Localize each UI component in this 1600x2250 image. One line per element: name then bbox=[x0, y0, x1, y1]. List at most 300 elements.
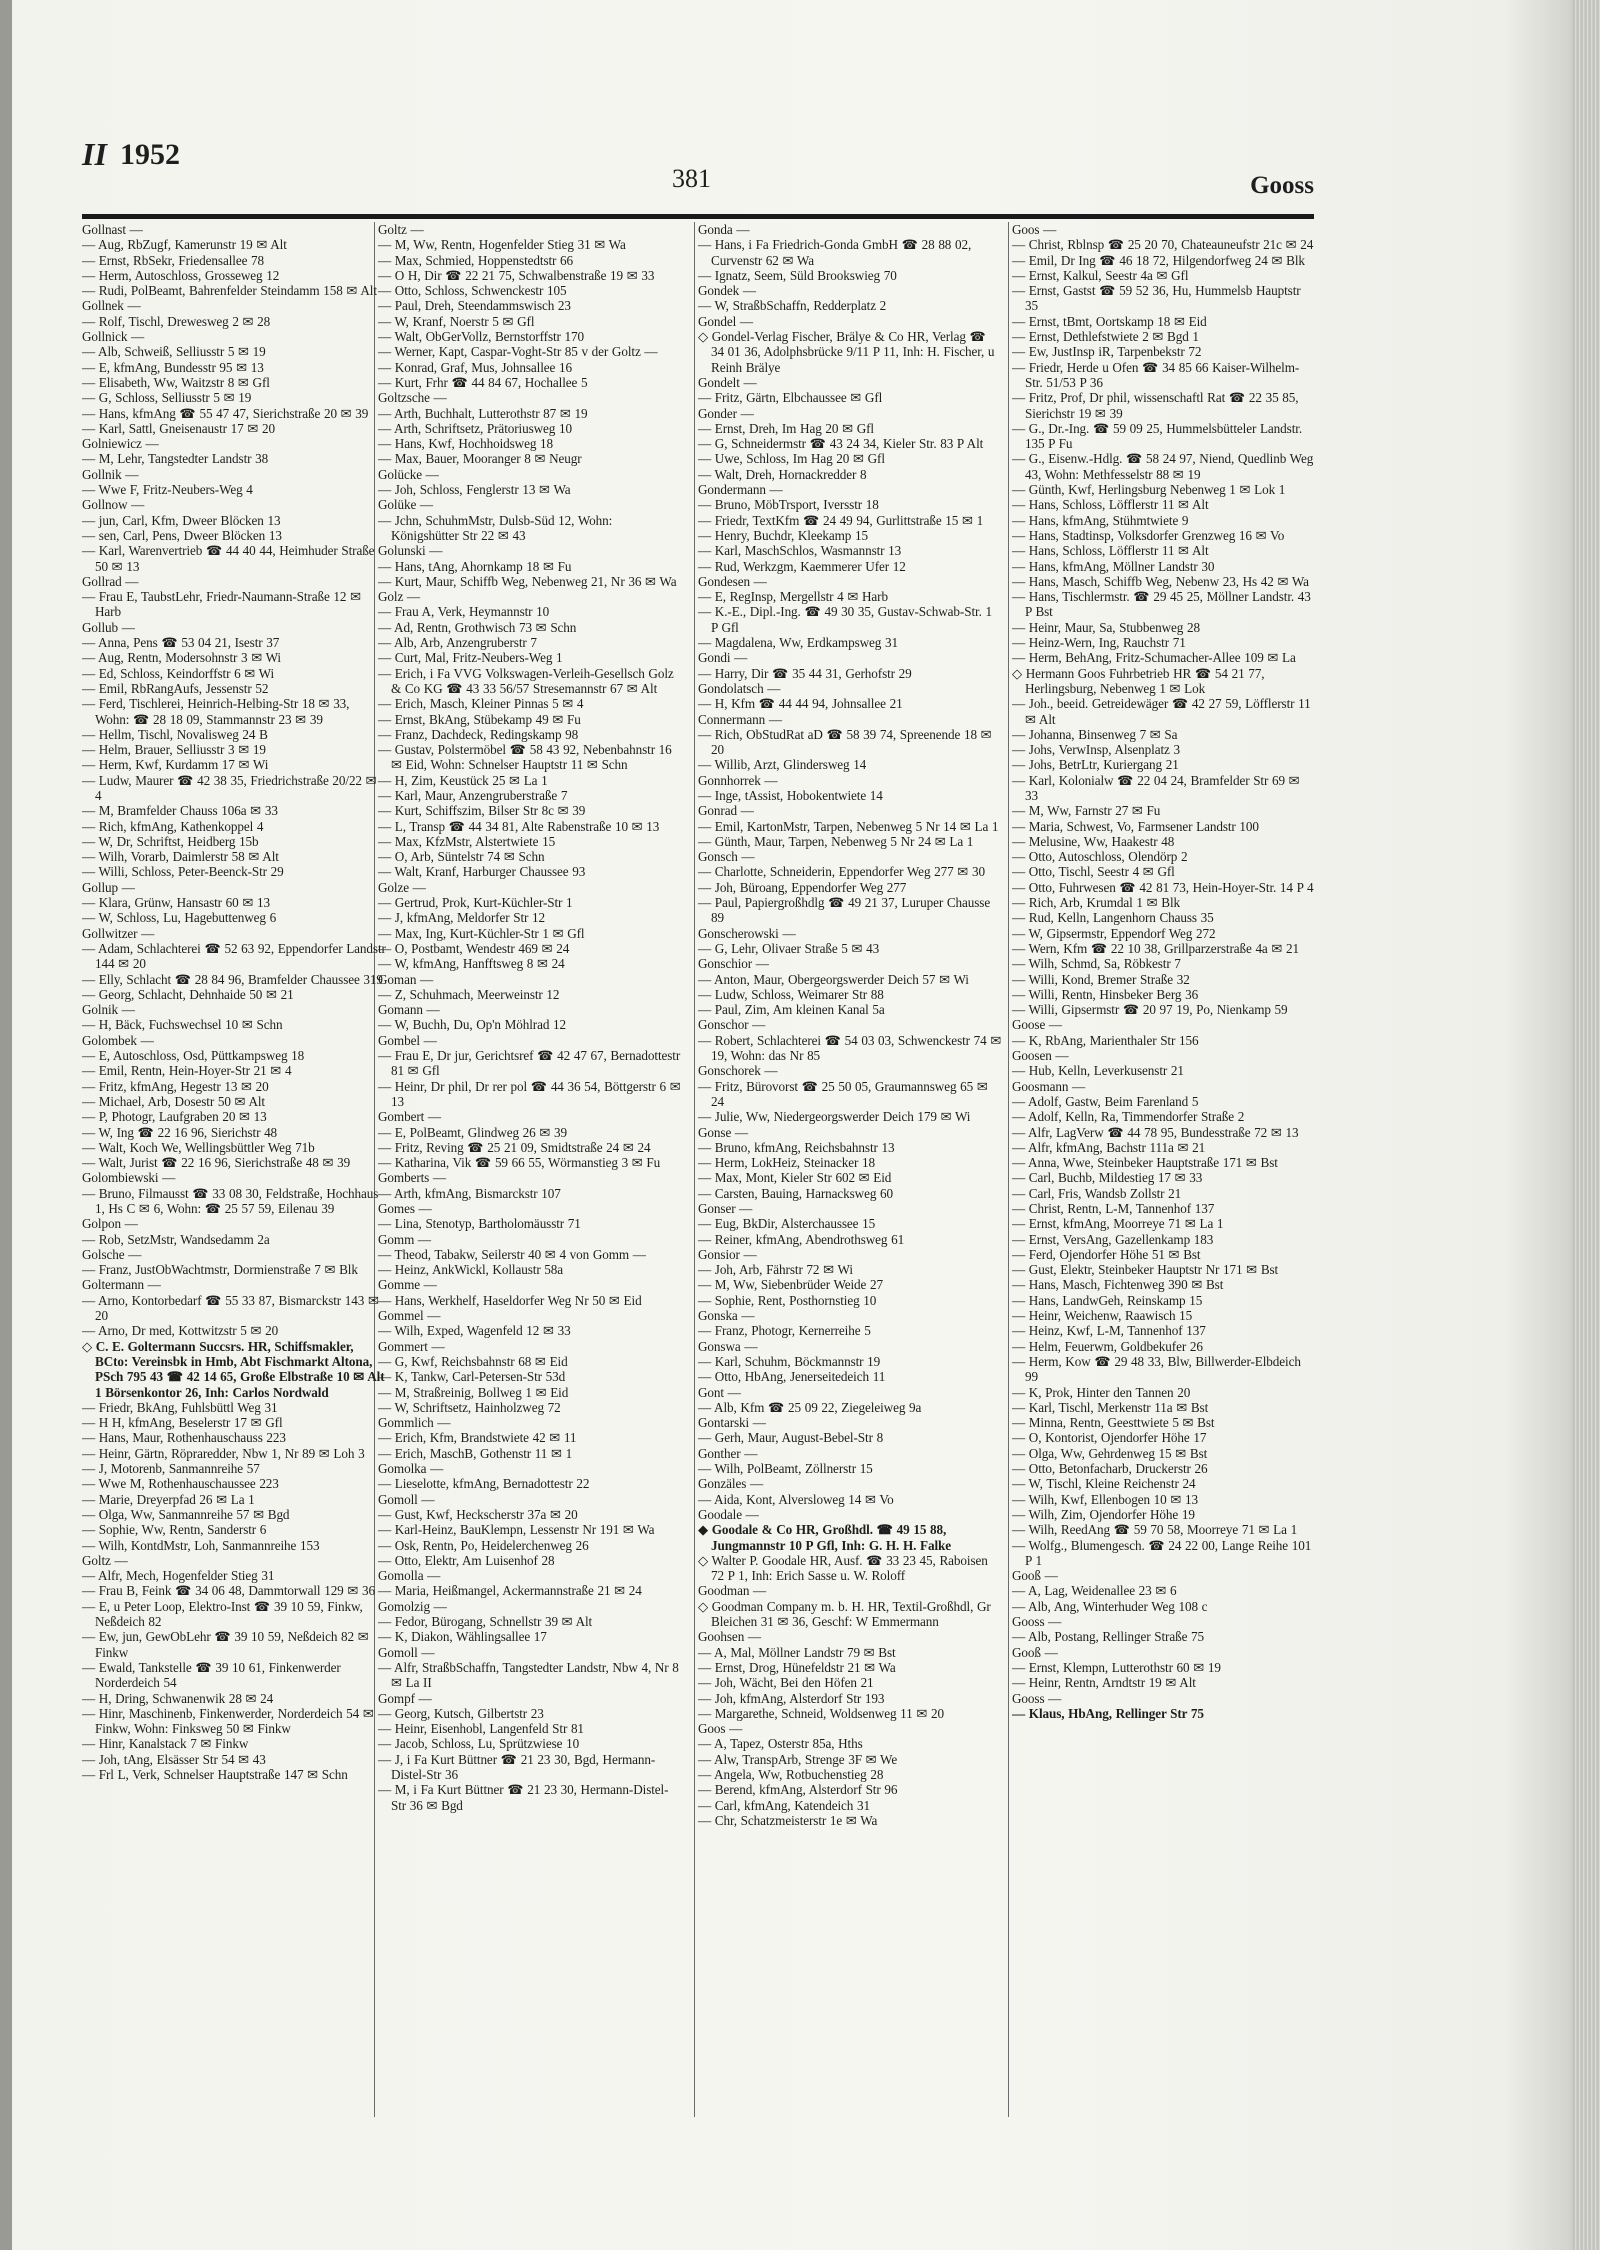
directory-entry: — Elisabeth, Ww, Waitzstr 8 ✉ Gfl bbox=[82, 374, 270, 390]
directory-entry: — Rolf, Tischl, Drewesweg 2 ✉ 28 bbox=[82, 313, 271, 329]
directory-entry: — M, Bramfelder Chauss 106a ✉ 33 bbox=[82, 803, 278, 819]
directory-entry: — Heinz, AnkWickl, Kollaustr 58a bbox=[378, 1262, 564, 1278]
directory-entry: Gooss — bbox=[1012, 1690, 1062, 1706]
directory-entry: — Willi, Gipsermstr ☎ 20 97 19, Po, Nienkamp 59 bbox=[1012, 1002, 1288, 1018]
directory-entry: — J, Motorenb, Sanmannreihe 57 bbox=[82, 1461, 260, 1477]
directory-entry: Gollup — bbox=[82, 879, 135, 895]
directory-entry: — Karl, Sattl, Gneisenaustr 17 ✉ 20 bbox=[82, 420, 275, 436]
directory-entry: — W, Kranf, Noerstr 5 ✉ Gfl bbox=[378, 313, 535, 329]
directory-entry: — A, Tapez, Osterstr 85a, Hths bbox=[698, 1736, 863, 1752]
directory-entry: — Max, Bauer, Mooranger 8 ✉ Neugr bbox=[378, 451, 582, 467]
directory-entry: Goohsen — bbox=[698, 1629, 761, 1645]
directory-entry: — Emil, Dr Ing ☎ 46 18 72, Hilgendorfweg 24 ✉ Blk bbox=[1012, 252, 1305, 268]
directory-entry: — Werner, Kapt, Caspar-Voght-Str 85 v der Goltz — bbox=[378, 344, 658, 360]
directory-column-2 bbox=[378, 222, 682, 1813]
directory-entry: — Marie, Dreyerpfad 26 ✉ La 1 bbox=[82, 1491, 255, 1507]
directory-entry: — H, Kfm ☎ 44 44 94, Johnsallee 21 bbox=[698, 696, 903, 712]
running-head: Gooss bbox=[1250, 172, 1314, 199]
directory-entry: — E, RegInsp, Mergellstr 4 ✉ Harb bbox=[698, 589, 888, 605]
directory-entry: — Paul, Zim, Am kleinen Kanal 5a bbox=[698, 1002, 885, 1018]
directory-entry: Gonschor — bbox=[698, 1017, 766, 1033]
directory-entry: — Melusine, Ww, Haakestr 48 bbox=[1012, 833, 1175, 849]
directory-entry: — Joh, Büroang, Eppendorfer Weg 277 bbox=[698, 879, 907, 895]
directory-entry: Gollnek — bbox=[82, 298, 141, 314]
directory-entry: — Erich, Masch, Kleiner Pinnas 5 ✉ 4 bbox=[378, 696, 584, 712]
directory-entry: Goose — bbox=[1012, 1017, 1062, 1033]
directory-entry: — J, i Fa Kurt Büttner ☎ 21 23 30, Bgd, Hermann-Distel-Str 36 bbox=[378, 1751, 656, 1782]
directory-entry: Golpon — bbox=[82, 1216, 138, 1232]
directory-entry: — Erich, i Fa VVG Volkswagen-Verleih-Gesellsch Golz & Co KG ☎ 43 33 56/57 Stresemannstr 67 ✉ Alt bbox=[378, 665, 674, 696]
directory-entry: Gonsch — bbox=[698, 849, 755, 865]
directory-entry: — Michael, Arb, Dosestr 50 ✉ Alt bbox=[82, 1093, 266, 1109]
directory-entry: — Maria, Schwest, Vo, Farmsener Landstr 100 bbox=[1012, 818, 1259, 834]
directory-entry: — Maria, Heißmangel, Ackermannstraße 21 ✉ 24 bbox=[378, 1583, 642, 1599]
directory-entry: — Willib, Arzt, Glindersweg 14 bbox=[698, 757, 867, 773]
directory-entry: — Alb, Schweiß, Selliusstr 5 ✉ 19 bbox=[82, 344, 266, 360]
directory-entry: — O, Postbamt, Wendestr 469 ✉ 24 bbox=[378, 940, 570, 956]
directory-entry: — K, RbAng, Marienthaler Str 156 bbox=[1012, 1032, 1199, 1048]
directory-entry: — Otto, Betonfacharb, Druckerstr 26 bbox=[1012, 1461, 1208, 1477]
directory-entry: — Helm, Brauer, Selliusstr 3 ✉ 19 bbox=[82, 742, 266, 758]
directory-entry: — W, kfmAng, Hanfftsweg 8 ✉ 24 bbox=[378, 956, 565, 972]
directory-entry: — Bruno, MöbTrsport, Iversstr 18 bbox=[698, 497, 879, 513]
directory-entry: — Wilh, PolBeamt, Zöllnerstr 15 bbox=[698, 1461, 873, 1477]
directory-entry: — Gust, Elektr, Steinbeker Hauptstr Nr 171 ✉ Bst bbox=[1012, 1262, 1279, 1278]
directory-entry: Gonder — bbox=[698, 405, 754, 421]
directory-entry: Golücke — bbox=[378, 466, 439, 482]
directory-entry: — Heinz-Wern, Ing, Rauchstr 71 bbox=[1012, 635, 1186, 651]
directory-entry: — G., Dr.-Ing. ☎ 59 09 25, Hummelsbütteler Landstr. 135 P Fu bbox=[1012, 420, 1303, 452]
directory-entry: Goltz — bbox=[82, 1552, 128, 1568]
directory-entry: Gondermann — bbox=[698, 482, 783, 498]
directory-entry: — Carl, Fris, Wandsb Zollstr 21 bbox=[1012, 1185, 1182, 1201]
directory-entry: — Joh, tAng, Elsässer Str 54 ✉ 43 bbox=[82, 1751, 266, 1767]
directory-entry: Gonska — bbox=[698, 1308, 755, 1324]
directory-entry: — Otto, Elektr, Am Luisenhof 28 bbox=[378, 1552, 555, 1568]
directory-entry: Golz — bbox=[378, 589, 421, 605]
directory-entry: — Aug, RbZugf, Kamerunstr 19 ✉ Alt bbox=[82, 237, 287, 253]
directory-entry: Golniewicz — bbox=[82, 436, 159, 452]
directory-entry: — Willi, Kond, Bremer Straße 32 bbox=[1012, 971, 1190, 987]
directory-entry: — Otto, Fuhrwesen ☎ 42 81 73, Hein-Hoyer-Str. 14 P 4 bbox=[1012, 879, 1314, 895]
directory-entry: — Ed, Schloss, Keindorffstr 6 ✉ Wi bbox=[82, 665, 275, 681]
directory-entry: — A, Mal, Möllner Landstr 79 ✉ Bst bbox=[698, 1644, 896, 1660]
directory-entry: Gondolatsch — bbox=[698, 680, 781, 696]
directory-entry: — Hans, Schloss, Löfflerstr 11 ✉ Alt bbox=[1012, 543, 1209, 559]
directory-entry: — Wilh, ReedAng ☎ 59 70 58, Moorreye 71 ✉ La 1 bbox=[1012, 1522, 1298, 1538]
directory-entry: — Ew, JustInsp iR, Tarpenbekstr 72 bbox=[1012, 344, 1202, 360]
directory-entry: — Kurt, Maur, Schiffb Weg, Nebenweg 21, Nr 36 ✉ Wa bbox=[378, 573, 677, 589]
directory-entry: — M, i Fa Kurt Büttner ☎ 21 23 30, Hermann-Distel-Str 36 ✉ Bgd bbox=[378, 1782, 669, 1813]
directory-entry: — Wilh, Exped, Wagenfeld 12 ✉ 33 bbox=[378, 1323, 571, 1339]
directory-entry: — Max, Ing, Kurt-Küchler-Str 1 ✉ Gfl bbox=[378, 925, 585, 941]
directory-entry: — E, Autoschloss, Osd, Püttkampsweg 18 bbox=[82, 1048, 305, 1064]
directory-entry: — Ew, jun, GewObLehr ☎ 39 10 59, Neßdeich 82 ✉ Finkw bbox=[82, 1629, 369, 1660]
directory-entry: — Ernst, RbSekr, Friedensallee 78 bbox=[82, 252, 265, 268]
directory-entry: — Ernst, Gastst ☎ 59 52 36, Hu, Hummelsb Hauptstr 35 bbox=[1012, 283, 1301, 314]
directory-entry: — Sophie, Rent, Posthornstieg 10 bbox=[698, 1292, 877, 1308]
directory-entry: Gondel — bbox=[698, 313, 754, 329]
directory-entry: — Harry, Dir ☎ 35 44 31, Gerhofstr 29 bbox=[698, 665, 912, 681]
directory-entry: — Adam, Schlachterei ☎ 52 63 92, Eppendorfer Landstr 144 ✉ 20 bbox=[82, 940, 386, 972]
directory-entry: — Olga, Ww, Sanmannreihe 57 ✉ Bgd bbox=[82, 1506, 290, 1522]
directory-entry: — H, Bäck, Fuchswechsel 10 ✉ Schn bbox=[82, 1017, 283, 1033]
directory-entry: — Hellm, Tischl, Novalisweg 24 B bbox=[82, 726, 268, 742]
directory-entry: Connermann — bbox=[698, 711, 782, 727]
directory-entry: — Carl, kfmAng, Katendeich 31 bbox=[698, 1797, 870, 1813]
directory-entry: Gondi — bbox=[698, 650, 748, 666]
directory-entry: — Klara, Grünw, Hansastr 60 ✉ 13 bbox=[82, 895, 270, 911]
directory-entry: — Ernst, VersAng, Gazellenkamp 183 bbox=[1012, 1231, 1214, 1247]
directory-entry: — Rud, Kelln, Langenhorn Chauss 35 bbox=[1012, 910, 1214, 926]
directory-entry: — Uwe, Schloss, Im Hag 20 ✉ Gfl bbox=[698, 451, 885, 467]
directory-entry: — E, PolBeamt, Glindweg 26 ✉ 39 bbox=[378, 1124, 567, 1140]
directory-entry: — Willi, Rentn, Hinsbeker Berg 36 bbox=[1012, 986, 1199, 1002]
directory-entry: Gollnik — bbox=[82, 466, 139, 482]
directory-entry: — Rich, Arb, Krumdal 1 ✉ Blk bbox=[1012, 895, 1181, 911]
directory-entry: — A, Lag, Weidenallee 23 ✉ 6 bbox=[1012, 1583, 1177, 1599]
directory-entry: — Johs, BetrLtr, Kuriergang 21 bbox=[1012, 757, 1179, 773]
directory-entry: — Herm, Autoschloss, Grosseweg 12 bbox=[82, 267, 280, 283]
directory-entry: — Joh, Schloss, Fenglerstr 13 ✉ Wa bbox=[378, 482, 571, 498]
directory-entry: — Hans, LandwGeh, Reinskamp 15 bbox=[1012, 1292, 1203, 1308]
directory-entry: — O H, Dir ☎ 22 21 75, Schwalbenstraße 19 ✉ 33 bbox=[378, 267, 655, 283]
directory-entry: — Arno, Kontorbedarf ☎ 55 33 87, Bismarckstr 143 ✉ 20 bbox=[82, 1292, 379, 1324]
directory-entry: — Gerh, Maur, August-Bebel-Str 8 bbox=[698, 1430, 884, 1446]
volume-number: II bbox=[82, 136, 107, 172]
directory-entry: — sen, Carl, Pens, Dweer Blöcken 13 bbox=[82, 527, 282, 543]
directory-entry: Goman — bbox=[378, 971, 434, 987]
directory-entry: Gollub — bbox=[82, 619, 135, 635]
directory-entry: — Hub, Kelln, Leverkusenstr 21 bbox=[1012, 1063, 1184, 1079]
directory-entry: — Angela, Ww, Rotbuchenstieg 28 bbox=[698, 1766, 884, 1782]
directory-entry: — Heinr, Rentn, Arndtstr 19 ✉ Alt bbox=[1012, 1675, 1196, 1691]
directory-entry: Golüke — bbox=[378, 497, 434, 513]
directory-entry: Gonschior — bbox=[698, 956, 769, 972]
directory-entry: — Wilh, Zim, Ojendorfer Höhe 19 bbox=[1012, 1506, 1195, 1522]
directory-entry: — Walt, Dreh, Hornackredder 8 bbox=[698, 466, 867, 482]
page-edge-stack bbox=[1572, 0, 1600, 2250]
directory-entry: — Arth, kfmAng, Bismarckstr 107 bbox=[378, 1185, 561, 1201]
directory-entry: ◆ Goodale & Co HR, Großhdl. ☎ 49 15 88, Jungmannstr 10 P Gfl, Inh: G. H. H. Falke bbox=[698, 1522, 951, 1553]
directory-entry: Gomberts — bbox=[378, 1170, 446, 1186]
page-header bbox=[82, 136, 1314, 202]
directory-entry: — Curt, Mal, Fritz-Neubers-Weg 1 bbox=[378, 650, 563, 666]
directory-entry: — Bruno, Filmausst ☎ 33 08 30, Feldstraße, Hochhaus 1, Hs C ✉ 6, Wohn: ☎ 25 57 59, Eilenau 39 bbox=[82, 1185, 379, 1216]
directory-entry: — W, Gipsermstr, Eppendorf Weg 272 bbox=[1012, 925, 1216, 941]
directory-entry: — Franz, JustObWachtmstr, Dormienstraße 7 ✉ Blk bbox=[82, 1262, 358, 1278]
directory-entry: — K.-E., Dipl.-Ing. ☎ 49 30 35, Gustav-Schwab-Str. 1 P Gfl bbox=[698, 604, 992, 635]
directory-entry: — Heinr, Dr phil, Dr rer pol ☎ 44 36 54, Böttgerstr 6 ✉ 13 bbox=[378, 1078, 681, 1109]
directory-entry: — Wern, Kfm ☎ 22 10 38, Grillparzerstraße 4a ✉ 21 bbox=[1012, 940, 1300, 956]
directory-entry: — M, Ww, Farnstr 27 ✉ Fu bbox=[1012, 803, 1161, 819]
directory-entry: — Erich, Kfm, Brandstwiete 42 ✉ 11 bbox=[378, 1430, 577, 1446]
directory-entry: — Otto, Schloss, Schwenckestr 105 bbox=[378, 283, 567, 299]
directory-entry: — Lieselotte, kfmAng, Bernadottestr 22 bbox=[378, 1476, 590, 1492]
directory-entry: — Minna, Rentn, Geesttwiete 5 ✉ Bst bbox=[1012, 1415, 1215, 1431]
directory-entry: — Carl, Buchb, Mildestieg 17 ✉ 33 bbox=[1012, 1170, 1203, 1186]
directory-entry: — Ernst, Klempn, Lutterothstr 60 ✉ 19 bbox=[1012, 1659, 1221, 1675]
directory-entry: Golunski — bbox=[378, 543, 443, 559]
directory-entry: — Alw, TranspArb, Strenge 3F ✉ We bbox=[698, 1751, 898, 1767]
directory-entry: — Franz, Photogr, Kernerreihe 5 bbox=[698, 1323, 871, 1339]
directory-entry: — Helm, Feuerwm, Goldbekufer 26 bbox=[1012, 1338, 1203, 1354]
directory-entry: — H, Dring, Schwanenwik 28 ✉ 24 bbox=[82, 1690, 274, 1706]
directory-entry: — Alfr, LagVerw ☎ 44 78 95, Bundesstraße 72 ✉ 13 bbox=[1012, 1124, 1299, 1140]
directory-entry: — Ernst, kfmAng, Moorreye 71 ✉ La 1 bbox=[1012, 1216, 1224, 1232]
directory-entry: — Hans, tAng, Ahornkamp 18 ✉ Fu bbox=[378, 558, 572, 574]
directory-entry: — Otto, Tischl, Seestr 4 ✉ Gfl bbox=[1012, 864, 1175, 880]
directory-column-3 bbox=[698, 222, 1002, 1828]
directory-entry: — Paul, Dreh, Steendammswisch 23 bbox=[378, 298, 571, 314]
column-rule bbox=[694, 222, 695, 2117]
directory-entry: — Hans, Schloss, Löfflerstr 11 ✉ Alt bbox=[1012, 497, 1209, 513]
directory-entry: — Fritz, Prof, Dr phil, wissenschaftl Rat ☎ 22 35 85, Sierichstr 19 ✉ 39 bbox=[1012, 390, 1299, 421]
directory-entry: — Emil, KartonMstr, Tarpen, Nebenweg 5 Nr 14 ✉ La 1 bbox=[698, 818, 999, 834]
directory-entry: — Aida, Kont, Alversloweg 14 ✉ Vo bbox=[698, 1491, 894, 1507]
directory-entry: — Alfr, kfmAng, Bachstr 111a ✉ 21 bbox=[1012, 1139, 1206, 1155]
directory-entry: — Aug, Rentn, Modersohnstr 3 ✉ Wi bbox=[82, 650, 281, 666]
directory-entry: Gomes — bbox=[378, 1201, 432, 1216]
directory-entry: — Gust, Kwf, Heckscherstr 37a ✉ 20 bbox=[378, 1506, 578, 1522]
directory-entry: — Ernst, BkAng, Stübekamp 49 ✉ Fu bbox=[378, 711, 581, 727]
directory-entry: — W, Schriftsetz, Hainholzweg 72 bbox=[378, 1399, 561, 1415]
directory-entry: — Chr, Schatzmeisterstr 1e ✉ Wa bbox=[698, 1812, 878, 1828]
directory-entry: Gont — bbox=[698, 1384, 741, 1400]
directory-entry: — Hans, kfmAng, Möllner Landstr 30 bbox=[1012, 558, 1215, 574]
directory-entry: — Günth, Kwf, Herlingsburg Nebenweg 1 ✉ Lok 1 bbox=[1012, 482, 1286, 498]
directory-entry: — Emil, Rentn, Hein-Hoyer-Str 21 ✉ 4 bbox=[82, 1063, 292, 1079]
directory-entry: — Konrad, Graf, Mus, Johnsallee 16 bbox=[378, 359, 572, 375]
directory-entry: Gondesen — bbox=[698, 573, 767, 589]
directory-entry: — Heinr, Weichenw, Raawisch 15 bbox=[1012, 1308, 1193, 1324]
directory-entry: — Arth, Buchhalt, Lutterothstr 87 ✉ 19 bbox=[378, 405, 588, 421]
directory-entry: — Ernst, tBmt, Oortskamp 18 ✉ Eid bbox=[1012, 313, 1207, 329]
directory-entry: Gooss — bbox=[1012, 1614, 1062, 1630]
directory-entry: Gonther — bbox=[698, 1445, 758, 1461]
directory-entry: — Heinr, Gärtn, Röpraredder, Nbw 1, Nr 89 ✉ Loh 3 bbox=[82, 1445, 365, 1461]
directory-entry: — Arth, Schriftsetz, Prätoriusweg 10 bbox=[378, 420, 572, 436]
directory-entry: — Heinr, Eisenhobl, Langenfeld Str 81 bbox=[378, 1721, 584, 1737]
page-number: 381 bbox=[672, 164, 711, 193]
directory-entry: — Hans, Masch, Schiffb Weg, Nebenw 23, Hs 42 ✉ Wa bbox=[1012, 573, 1309, 589]
directory-entry: — Georg, Schlacht, Dehnhaide 50 ✉ 21 bbox=[82, 986, 294, 1002]
directory-entry: — Hans, Tischlermstr. ☎ 29 45 25, Möllner Landstr. 43 P Bst bbox=[1012, 589, 1311, 620]
directory-entry: — Rudi, PolBeamt, Bahrenfelder Steindamm 158 ✉ Alt bbox=[82, 283, 377, 299]
directory-entry: — Johanna, Binsenweg 7 ✉ Sa bbox=[1012, 726, 1178, 742]
directory-entry: — Joh, kfmAng, Alsterdorf Str 193 bbox=[698, 1690, 885, 1706]
directory-entry: Gontarski — bbox=[698, 1415, 766, 1431]
directory-entry: Goodale — bbox=[698, 1506, 759, 1522]
directory-entry: Gommel — bbox=[378, 1308, 441, 1324]
directory-entry: — Jchn, SchuhmMstr, Dulsb-Süd 12, Wohn: Königshütter Str 22 ✉ 43 bbox=[378, 512, 613, 543]
directory-entry: — Klaus, HbAng, Rellinger Str 75 bbox=[1012, 1705, 1204, 1721]
directory-entry: — Karl, Maur, Anzengruberstraße 7 bbox=[378, 787, 568, 803]
directory-entry: ◇ Goodman Company m. b. H. HR, Textil-Großhdl, Gr Bleichen 31 ✉ 36, Geschf: W Emmermann bbox=[698, 1598, 991, 1630]
directory-entry: — Hans, kfmAng ☎ 55 47 47, Sierichstraße 20 ✉ 39 bbox=[82, 405, 369, 421]
directory-entry: — Rob, SetzMstr, Wandsedamm 2a bbox=[82, 1231, 270, 1247]
directory-entry: — Hans, kfmAng, Stühmtwiete 9 bbox=[1012, 512, 1189, 528]
directory-entry: — Otto, Autoschloss, Olendörp 2 bbox=[1012, 849, 1188, 865]
directory-entry: — Erich, MaschB, Gothenstr 11 ✉ 1 bbox=[378, 1445, 573, 1461]
directory-entry: — W, StraßbSchaffn, Redderplatz 2 bbox=[698, 298, 887, 314]
header-rule bbox=[82, 214, 1314, 219]
directory-entry: Gomolzig — bbox=[378, 1598, 447, 1614]
directory-entry: — Fedor, Bürogang, Schnellstr 39 ✉ Alt bbox=[378, 1614, 593, 1630]
directory-entry: — K, Tankw, Carl-Petersen-Str 53d bbox=[378, 1369, 566, 1385]
directory-entry: — Joh., beeid. Getreidewäger ☎ 42 27 59, Löfflerstr 11 ✉ Alt bbox=[1012, 696, 1311, 727]
directory-entry: — Ernst, Drog, Hünefeldstr 21 ✉ Wa bbox=[698, 1659, 896, 1675]
directory-entry: — Christ, Rblnsp ☎ 25 20 70, Chateauneufstr 21c ✉ 24 bbox=[1012, 237, 1314, 253]
directory-entry: — Heinr, Maur, Sa, Stubbenweg 28 bbox=[1012, 619, 1200, 635]
page-binding-shadow bbox=[0, 0, 12, 2250]
directory-entry: Gomann — bbox=[378, 1002, 440, 1018]
directory-entry: Goosmann — bbox=[1012, 1078, 1086, 1094]
directory-entry: — Elly, Schlacht ☎ 28 84 96, Bramfelder Chaussee 319 bbox=[82, 971, 383, 987]
directory-entry: ◇ C. E. Goltermann Succsrs. HR, Schiffsmakler, BCto: Vereinsbk in Hmb, Abt Fischmarkt Altona, PSch 795 43 ☎ 42 14 65, Große Elbstraße 10 ✉ Alt 1 Börsenkontor 26, Inh: Carlos Nordwald bbox=[82, 1338, 385, 1400]
directory-entry: — Joh, Arb, Fährstr 72 ✉ Wi bbox=[698, 1262, 853, 1278]
directory-entry: — Max, Mont, Kieler Str 602 ✉ Eid bbox=[698, 1170, 892, 1186]
directory-entry: Gomolka — bbox=[378, 1461, 444, 1477]
directory-entry: — Wwe M, Rothenhauschaussee 223 bbox=[82, 1476, 279, 1492]
directory-entry: — Osk, Rentn, Po, Heidelerchenweg 26 bbox=[378, 1537, 589, 1553]
directory-entry: — Paul, Papiergroßhdlg ☎ 49 21 37, Luruper Chausse 89 bbox=[698, 895, 991, 926]
directory-entry: — Ad, Rentn, Grothwisch 73 ✉ Schn bbox=[378, 619, 577, 635]
directory-entry: — M, Ww, Rentn, Hogenfelder Stieg 31 ✉ Wa bbox=[378, 237, 626, 253]
directory-entry: — Alfr, StraßbSchaffn, Tangstedter Landstr, Nbw 4, Nr 8 ✉ La II bbox=[378, 1659, 679, 1691]
directory-entry: — Berend, kfmAng, Alsterdorf Str 96 bbox=[698, 1782, 898, 1798]
directory-entry: Gomolla — bbox=[378, 1568, 441, 1584]
directory-entry: — Anna, Wwe, Steinbeker Hauptstraße 171 ✉ Bst bbox=[1012, 1155, 1278, 1171]
directory-entry: — M, Straßreinig, Bollweg 1 ✉ Eid bbox=[378, 1384, 569, 1400]
directory-entry: — Otto, HbAng, Jenerseitedeich 11 bbox=[698, 1369, 886, 1385]
directory-entry: — M, Lehr, Tangstedter Landstr 38 bbox=[82, 451, 269, 467]
directory-entry: — Joh, Wächt, Bei den Höfen 21 bbox=[698, 1675, 874, 1691]
directory-entry: Gonsior — bbox=[698, 1246, 757, 1262]
directory-entry: — Kurt, Frhr ☎ 44 84 67, Hochallee 5 bbox=[378, 374, 588, 390]
directory-entry: — Wwe F, Fritz-Neubers-Weg 4 bbox=[82, 482, 253, 498]
directory-entry: Gomoll — bbox=[378, 1491, 435, 1507]
directory-entry: — E, u Peter Loop, Elektro-Inst ☎ 39 10 59, Finkw, Neßdeich 82 bbox=[82, 1598, 363, 1630]
directory-entry: — Karl, Kolonialw ☎ 22 04 24, Bramfelder Str 69 ✉ 33 bbox=[1012, 772, 1300, 803]
directory-entry: Gommert — bbox=[378, 1338, 445, 1354]
directory-entry: — Alb, Postang, Rellinger Straße 75 bbox=[1012, 1629, 1205, 1645]
directory-entry: Gollnick — bbox=[82, 329, 145, 345]
directory-entry: — Willi, Schloss, Peter-Beenck-Str 29 bbox=[82, 864, 284, 880]
directory-entry: — K, Diakon, Wählingsallee 17 bbox=[378, 1629, 547, 1645]
directory-entry: — Wilh, Schmd, Sa, Röbkestr 7 bbox=[1012, 956, 1181, 972]
directory-entry: Goltzsche — bbox=[378, 390, 447, 406]
directory-entry: — Katharina, Vik ☎ 59 66 55, Wörmanstieg 3 ✉ Fu bbox=[378, 1155, 661, 1171]
directory-entry: — Karl, Warenvertrieb ☎ 44 40 44, Heimhuder Straße 50 ✉ 13 bbox=[82, 543, 375, 574]
directory-entry: — K, Prok, Hinter den Tannen 20 bbox=[1012, 1384, 1191, 1400]
directory-entry: Goltz — bbox=[378, 222, 424, 237]
directory-entry: Golombek — bbox=[82, 1032, 154, 1048]
directory-entry: Gooß — bbox=[1012, 1644, 1058, 1660]
directory-entry: — G, Schloss, Selliusstr 5 ✉ 19 bbox=[82, 390, 252, 406]
directory-entry: — W, Ing ☎ 22 16 96, Sierichstr 48 bbox=[82, 1124, 278, 1140]
directory-entry: — Rich, ObStudRat aD ☎ 58 39 74, Spreenende 18 ✉ 20 bbox=[698, 726, 992, 758]
directory-entry: — Julie, Ww, Niedergeorgswerder Deich 179 ✉ Wi bbox=[698, 1109, 971, 1125]
directory-entry: Gompf — bbox=[378, 1690, 432, 1706]
directory-entry: Gollwitzer — bbox=[82, 925, 155, 941]
directory-entry: Gollrad — bbox=[82, 573, 139, 589]
directory-entry: — Emil, RbRangAufs, Jessenstr 52 bbox=[82, 680, 269, 696]
directory-entry: Golombiewski — bbox=[82, 1170, 176, 1186]
directory-entry: — Magdalena, Ww, Erdkampsweg 31 bbox=[698, 635, 898, 651]
directory-entry: — Walt, Koch We, Wellingsbüttler Weg 71b bbox=[82, 1139, 315, 1155]
directory-entry: — Robert, Schlachterei ☎ 54 03 03, Schwenckestr 74 ✉ 19, Wohn: das Nr 85 bbox=[698, 1032, 1002, 1064]
directory-entry: — Franz, Dachdeck, Redingskamp 98 bbox=[378, 726, 579, 742]
directory-entry: — Margarethe, Schneid, Woldsenweg 11 ✉ 20 bbox=[698, 1705, 944, 1721]
directory-entry: — Hans, Stadtinsp, Volksdorfer Grenzweg 16 ✉ Vo bbox=[1012, 527, 1285, 543]
directory-entry: — Rud, Werkzgm, Kaemmerer Ufer 12 bbox=[698, 558, 906, 574]
directory-entry: — Sophie, Ww, Rentn, Sanderstr 6 bbox=[82, 1522, 267, 1538]
directory-entry: ◇ Walter P. Goodale HR, Ausf. ☎ 33 23 45, Raboisen 72 P 1, Inh: Erich Sasse u. W. Roloff bbox=[698, 1552, 988, 1584]
directory-entry: — Karl-Heinz, BauKlempn, Lessenstr Nr 191 ✉ Wa bbox=[378, 1522, 655, 1538]
directory-entry: Gonschorek — bbox=[698, 1063, 778, 1079]
directory-entry: — Theod, Tabakw, Seilerstr 40 ✉ 4 von Gomm — bbox=[378, 1246, 646, 1262]
directory-entry: — Hans, Maur, Rothenhauschauss 223 bbox=[82, 1430, 286, 1446]
directory-entry: Gombert — bbox=[378, 1109, 441, 1125]
directory-entry: — Wilh, KontdMstr, Loh, Sanmannreihe 153 bbox=[82, 1537, 320, 1553]
directory-entry: — Wolfg., Blumengesch. ☎ 24 22 00, Lange Reihe 101 P 1 bbox=[1012, 1537, 1312, 1568]
directory-entry: Goltermann — bbox=[82, 1277, 161, 1293]
directory-entry: — jun, Carl, Kfm, Dweer Blöcken 13 bbox=[82, 512, 281, 528]
directory-entry: — Charlotte, Schneiderin, Eppendorfer Weg 277 ✉ 30 bbox=[698, 864, 985, 880]
directory-entry: — H, Zim, Keustück 25 ✉ La 1 bbox=[378, 772, 548, 788]
directory-entry: Golsche — bbox=[82, 1246, 142, 1262]
directory-entry: — W, Schloss, Lu, Hagebuttenweg 6 bbox=[82, 910, 277, 926]
directory-entry: — Fritz, Gärtn, Elbchaussee ✉ Gfl bbox=[698, 390, 883, 406]
directory-entry: — Ewald, Tankstelle ☎ 39 10 61, Finkenwerder Norderdeich 54 bbox=[82, 1659, 341, 1691]
directory-entry: Goodman — bbox=[698, 1583, 767, 1599]
directory-entry: — Jacob, Schloss, Lu, Sprützwiese 10 bbox=[378, 1736, 580, 1752]
directory-entry: — Fritz, Reving ☎ 25 21 09, Smidtstraße 24 ✉ 24 bbox=[378, 1139, 651, 1155]
directory-entry: — L, Transp ☎ 44 34 81, Alte Rabenstraße 10 ✉ 13 bbox=[378, 818, 660, 834]
directory-entry: — Adolf, Kelln, Ra, Timmendorfer Straße 2 bbox=[1012, 1109, 1245, 1125]
directory-entry: — Johs, VerwInsp, Alsenplatz 3 bbox=[1012, 742, 1180, 758]
directory-entry: Golze — bbox=[378, 879, 426, 895]
directory-entry: — Hans, Masch, Fichtenweg 390 ✉ Bst bbox=[1012, 1277, 1224, 1293]
directory-entry: — Ludw, Maurer ☎ 42 38 35, Friedrichstraße 20/22 ✉ 4 bbox=[82, 772, 377, 803]
directory-entry: — Karl, Tischl, Merkenstr 11a ✉ Bst bbox=[1012, 1399, 1209, 1415]
directory-entry: — G., Eisenw.-Hdlg. ☎ 58 24 97, Niend, Quedlinb Weg 43, Wohn: Methfesselstr 88 ✉ 19 bbox=[1012, 451, 1314, 482]
directory-entry: — W, Tischl, Kleine Reichenstr 24 bbox=[1012, 1476, 1196, 1492]
directory-entry: — Frau E, TaubstLehr, Friedr-Naumann-Straße 12 ✉ Harb bbox=[82, 589, 362, 620]
directory-entry: — O, Kontorist, Ojendorfer Höhe 17 bbox=[1012, 1430, 1207, 1446]
directory-entry: — Herm, BehAng, Fritz-Schumacher-Allee 109 ✉ La bbox=[1012, 650, 1296, 666]
directory-entry: — Walt, Jurist ☎ 22 16 96, Sierichstraße 48 ✉ 39 bbox=[82, 1155, 351, 1171]
directory-entry: Goosen — bbox=[1012, 1048, 1069, 1064]
directory-entry: Gollnow — bbox=[82, 497, 145, 513]
directory-entry: — W, Dr, Schriftst, Heidberg 15b bbox=[82, 833, 259, 849]
directory-entry: — W, Buchh, Du, Op'n Möhlrad 12 bbox=[378, 1017, 566, 1033]
directory-entry: — Inge, tAssist, Hobokentwiete 14 bbox=[698, 787, 883, 803]
directory-entry: Gonzäles — bbox=[698, 1476, 764, 1492]
directory-entry: — G, Lehr, Olivaer Straße 5 ✉ 43 bbox=[698, 940, 880, 956]
directory-entry: — Arno, Dr med, Kottwitzstr 5 ✉ 20 bbox=[82, 1323, 279, 1339]
directory-entry: — Friedr, BkAng, Fuhlsbüttl Weg 31 bbox=[82, 1399, 278, 1415]
directory-entry: Golnik — bbox=[82, 1002, 135, 1018]
directory-entry: Gonrad — bbox=[698, 803, 754, 819]
directory-entry: — Ludw, Schloss, Weimarer Str 88 bbox=[698, 986, 884, 1002]
directory-entry: — Bruno, kfmAng, Reichsbahnstr 13 bbox=[698, 1139, 895, 1155]
directory-entry: — Herm, Kow ☎ 29 48 33, Blw, Billwerder-Elbdeich 99 bbox=[1012, 1353, 1301, 1385]
directory-entry: — Hans, Werkhelf, Haseldorfer Weg Nr 50 ✉ Eid bbox=[378, 1292, 642, 1308]
directory-entry: — Ernst, Dethlefstwiete 2 ✉ Bgd 1 bbox=[1012, 329, 1199, 345]
directory-entry: — Olga, Ww, Gehrdenweg 15 ✉ Bst bbox=[1012, 1445, 1208, 1461]
